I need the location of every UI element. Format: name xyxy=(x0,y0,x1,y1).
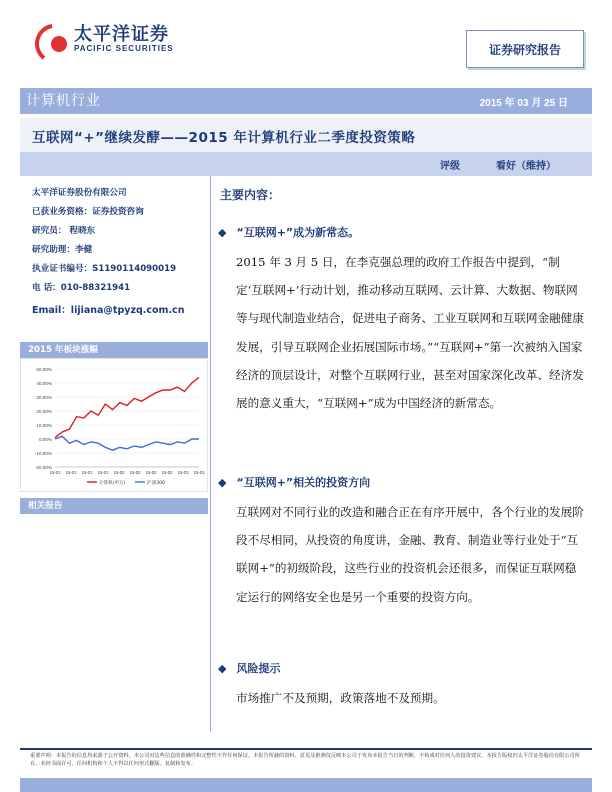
x-tick-label: 15-02 xyxy=(129,470,141,475)
series-line xyxy=(55,377,199,437)
paragraph-3: 市场推广不及预期，政策落地不及预期。 xyxy=(236,691,445,705)
x-tick-label: 15-03 xyxy=(177,470,189,475)
y-tick-label: 50.00% xyxy=(36,367,52,372)
analyst-name: 研究员： 程晓东 xyxy=(32,226,96,236)
analyst-info xyxy=(32,186,212,321)
bullet-heading-1 xyxy=(218,224,359,240)
bullet-heading-3 xyxy=(218,660,280,676)
industry-band xyxy=(20,88,592,114)
chart-header: 2015 年板块涨幅 xyxy=(20,342,208,358)
y-tick-label: 40.00% xyxy=(36,381,52,386)
legend-label: 计算机(申万) xyxy=(99,481,126,486)
assistant-name: 研究助理：李健 xyxy=(32,245,93,255)
logo-english-name: PACIFIC SECURITIES xyxy=(74,44,174,53)
x-tick-label: 15-02 xyxy=(113,470,125,475)
y-tick-label: 0.00% xyxy=(38,437,52,442)
industry-name: 计算机行业 xyxy=(26,93,101,109)
qualification: 已获业务资格：证券投资咨询 xyxy=(32,207,144,217)
diamond-icon: ◆ xyxy=(218,476,227,489)
x-tick-label: 15-02 xyxy=(161,470,173,475)
company-name: 太平洋证券股份有限公司 xyxy=(32,188,127,198)
report-type-box xyxy=(466,30,584,68)
sector-chart xyxy=(20,358,208,492)
paragraph-2: 互联网对不同行业的改造和融合正在有序开展中，各个行业的发展阶段不尽相同，从投资的角度讲，金融、教育、制造业等行业处于“互联网+”的初级阶段，这些行业的投资机会还很多，而保证互联网稳定运行的网络安全也是另一个重要的投资方向。 xyxy=(236,505,584,604)
x-tick-label: 15-01 xyxy=(65,470,77,475)
y-tick-label: 10.00% xyxy=(36,423,52,428)
page-title: 互联网“+”继续发酵——2015 年计算机行业二季度投资策略 xyxy=(32,130,416,146)
x-tick-label: 15-01 xyxy=(97,470,109,475)
diamond-icon: ◆ xyxy=(218,662,227,675)
report-type-label: 证券研究报告 xyxy=(488,42,561,57)
license-number: 执业证书编号：S1190114090019 xyxy=(32,264,177,274)
sector-chart-svg xyxy=(21,359,207,491)
main-heading: 主要内容： xyxy=(220,188,281,202)
bullet-2-text: “互联网+”相关的投资方向 xyxy=(236,476,371,489)
footer-band xyxy=(20,778,592,792)
rating-band xyxy=(20,152,592,176)
x-tick-label: 15-03 xyxy=(193,470,205,475)
legend-label: 沪深300 xyxy=(147,481,165,486)
series-line xyxy=(55,436,199,450)
logo-name: 太平洋证券 xyxy=(74,24,169,45)
title-band xyxy=(20,118,592,152)
bullet-1-text: “互联网+”成为新常态。 xyxy=(236,226,360,239)
rating-label: 评级 xyxy=(440,161,460,172)
report-date: 2015 年 03 月 25 日 xyxy=(479,98,568,109)
x-tick-label: 15-01 xyxy=(81,470,93,475)
column-divider xyxy=(210,176,211,732)
y-tick-label: -10.00% xyxy=(34,451,52,456)
email-link[interactable]: Email：lijiana@tpyzq.com.cn xyxy=(32,305,185,316)
y-tick-label: 30.00% xyxy=(36,395,52,400)
x-tick-label: 15-02 xyxy=(145,470,157,475)
y-tick-label: 20.00% xyxy=(36,409,52,414)
rating-value: 看好（维持） xyxy=(496,161,556,172)
disclaimer: 重要声明：本报告的信息均来源于公开资料，本公司对这些信息的准确性和完整性不作任何保证。本报告所载的资料、意见及推测仅反映本公司于发布本报告当日的判断，不构成对任何人的投资建议。本报告版权归太平洋证券股份有限公司所有，未经书面许可，任何机构和个人不得以任何形式翻版、复制和发布。 xyxy=(30,753,580,767)
bullet-heading-2 xyxy=(218,474,370,490)
main-content xyxy=(216,186,588,203)
phone-number: 电 话：010-88321941 xyxy=(32,283,131,293)
related-reports-header: 相关报告 xyxy=(20,498,208,514)
diamond-icon: ◆ xyxy=(218,226,227,239)
x-tick-label: 15-01 xyxy=(49,470,61,475)
footer-divider xyxy=(20,748,592,750)
bullet-3-text: 风险提示 xyxy=(236,662,281,675)
y-tick-label: -20.00% xyxy=(34,465,52,470)
paragraph-1: 2015 年 3 月 5 日，在李克强总理的政府工作报告中提到，“制定‘互联网+’行动计划，推动移动互联网、云计算、大数据、物联网等与现代制造业结合，促进电子商务、工业互联网和互联网金融健康发展，引导互联网企业拓展国际市场。”“互联网+”第一次被纳入国家经济的顶层设计，对整个互联网行业，甚至对国家深化改革、经济发展的意义重大，“互联网+”成为中国经济的新常态。 xyxy=(236,255,584,411)
